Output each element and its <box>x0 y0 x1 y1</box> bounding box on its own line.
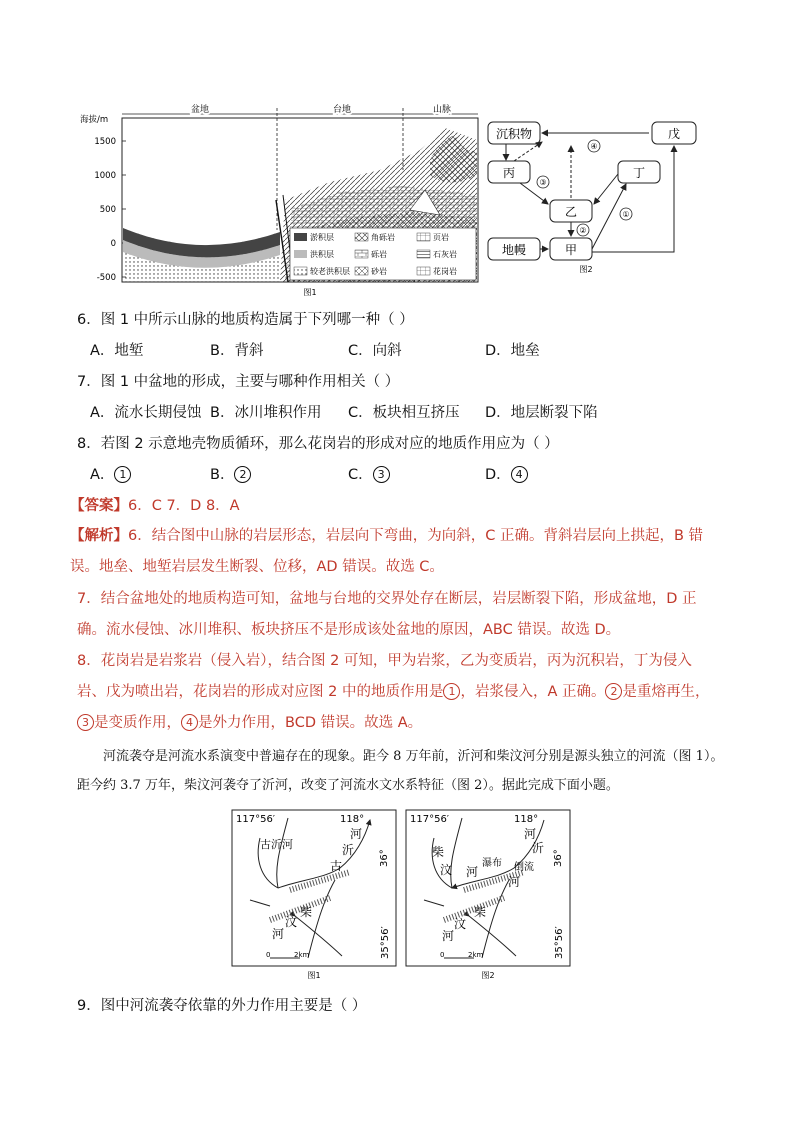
q8-option-c[interactable]: C． 3 <box>348 465 390 485</box>
svg-text:古: 古 <box>330 859 343 873</box>
legend-swatch-dots-light-icon <box>294 250 307 258</box>
svg-text:石灰岩: 石灰岩 <box>433 250 457 259</box>
svg-text:汶: 汶 <box>440 863 453 877</box>
map-1-caption: 图1 <box>307 971 321 980</box>
question-8-stem: 8．若图 2 示意地壳物质循环，那么花岗岩的形成对应的地质作用应为（ ） <box>77 436 559 452</box>
svg-text:0: 0 <box>266 951 271 959</box>
svg-text:瀑布: 瀑布 <box>482 858 502 869</box>
analysis-label: 【解析】 <box>70 528 128 544</box>
legend-swatch-solid-dark-icon <box>294 233 307 241</box>
svg-text:35°56′: 35°56′ <box>380 926 391 959</box>
figure-1-cross-section <box>80 100 480 300</box>
svg-text:丁: 丁 <box>632 166 646 180</box>
region-label-plateau: 台地 <box>332 105 352 115</box>
svg-text:2km: 2km <box>468 951 484 959</box>
q7-option-a[interactable]: A．流水长期侵蚀 <box>90 405 202 421</box>
q7-option-b[interactable]: B．冰川堆积作用 <box>210 405 322 421</box>
svg-text:36°: 36° <box>553 849 564 867</box>
answer-label: 【答案】 <box>70 498 128 514</box>
legend-swatch-diamond-hatch-icon <box>355 267 368 275</box>
reading-intro: 河流袭夺是河流水系演变中普遍存在的现象。距今 8 万年前，沂河和柴汶河分别是源头独立的河流（图 1）。距今约 3.7 万年，柴汶河袭夺了沂河，改变了河流水文水系特征（图 2）。据此完成下面小题。 <box>77 749 724 793</box>
svg-text:汶: 汶 <box>285 915 298 929</box>
svg-text:河: 河 <box>272 927 285 941</box>
answer-text: 6．C 7．D 8．A <box>128 498 240 514</box>
svg-text:甲: 甲 <box>564 243 578 257</box>
analysis-7: 7．结合盆地处的地质构造可知，盆地与台地的交界处存在断层，岩层断裂下陷，形成盆地，D 正确。流水侵蚀、冰川堆积、板块挤压不是形成该处盆地的原因，ABC 错误。故选 D。 <box>77 591 697 638</box>
svg-text:砾岩: 砾岩 <box>371 250 387 259</box>
legend-swatch-tiny-grid-icon <box>417 267 430 275</box>
svg-text:丙: 丙 <box>502 166 516 180</box>
y-tick: -500 <box>96 273 116 283</box>
arrow-label-4: ④ <box>590 142 598 151</box>
svg-text:沂: 沂 <box>342 843 355 857</box>
svg-text:柴: 柴 <box>300 905 313 919</box>
q7-option-d[interactable]: D．地层断裂下陷 <box>485 405 598 421</box>
question-6-stem: 6．图 1 中所示山脉的地质构造属于下列哪一种（ ） <box>77 312 414 328</box>
legend-swatch-dots-dense-icon <box>294 267 307 275</box>
legend-swatch-horizontal-lines-icon <box>417 250 430 258</box>
legend-swatch-cross-hatch-icon <box>355 233 368 241</box>
region-label-basin: 盆地 <box>190 105 210 115</box>
y-tick: 0 <box>110 239 116 249</box>
svg-text:倒流: 倒流 <box>514 862 534 873</box>
svg-text:沉积物: 沉积物 <box>495 127 533 141</box>
svg-text:河: 河 <box>350 827 363 841</box>
q7-option-c[interactable]: C．板块相互挤压 <box>348 405 460 421</box>
q6-option-b[interactable]: B．背斜 <box>210 343 264 359</box>
figure-2-caption: 图2 <box>579 265 593 274</box>
svg-text:角砾岩: 角砾岩 <box>371 233 395 242</box>
analysis-8: 8．花岗岩是岩浆岩（侵入岩），结合图 2 可知，甲为岩浆，乙为变质岩，丙为沉积岩，丁为侵入岩、戊为喷出岩，花岗岩的形成对应图 2 中的地质作用是 1 ，岩浆侵入，A 正确。 2 是重熔再生，3 是变质作用， 4 是外力作用，BCD 错误。故选 A。 <box>77 653 710 731</box>
y-tick: 500 <box>99 205 116 215</box>
arrow-label-1: ① <box>622 210 630 219</box>
svg-text:河: 河 <box>524 827 537 841</box>
arrow-label-2: ② <box>579 226 587 235</box>
legend-swatch-brick-icon <box>355 250 368 258</box>
map-2-caption: 图2 <box>481 971 495 980</box>
analysis-6: 【解析】6．结合图中山脉的岩层形态，岩层向下弯曲，为向斜，C 正确。背斜岩层向上拱起，B 错误。地垒、地堑岩层发生断裂、位移，AD 错误。故选 C。 <box>70 528 704 575</box>
svg-text:较老洪积层: 较老洪积层 <box>310 267 350 276</box>
svg-text:砂岩: 砂岩 <box>371 267 387 276</box>
y-axis-label: 海拔/m <box>80 115 109 125</box>
map-figure-1 <box>230 808 400 980</box>
q8-option-b[interactable]: B． 2 <box>210 465 251 485</box>
svg-text:117°56′: 117°56′ <box>236 814 276 825</box>
svg-text:淤积层: 淤积层 <box>310 233 334 242</box>
svg-text:35°56′: 35°56′ <box>554 926 565 959</box>
svg-text:118°: 118° <box>340 814 365 825</box>
svg-text:河: 河 <box>508 875 521 889</box>
q8-option-a[interactable]: A． 1 <box>90 465 131 485</box>
legend-swatch-grid-hatch-icon <box>417 233 430 241</box>
svg-text:柴: 柴 <box>474 905 487 919</box>
svg-text:古沂河: 古沂河 <box>260 838 293 851</box>
legend <box>294 232 457 276</box>
question-7-stem: 7．图 1 中盆地的形成，主要与哪种作用相关（ ） <box>77 374 400 390</box>
svg-text:2km: 2km <box>294 951 310 959</box>
q6-option-a[interactable]: A．地堑 <box>90 343 144 359</box>
svg-text:118°: 118° <box>514 814 539 825</box>
figure-1-caption: 图1 <box>303 288 317 297</box>
svg-text:花岗岩: 花岗岩 <box>433 267 457 276</box>
svg-text:戊: 戊 <box>667 127 681 141</box>
answer-line <box>70 496 240 516</box>
svg-text:地幔: 地幔 <box>501 243 527 257</box>
svg-text:柴: 柴 <box>432 845 445 859</box>
question-9-stem: 9．图中河流袭夺依靠的外力作用主要是（ ） <box>77 998 367 1014</box>
svg-text:页岩: 页岩 <box>433 233 449 242</box>
map-figure-2 <box>404 808 574 980</box>
region-label-mountain: 山脉 <box>432 105 452 115</box>
y-tick: 1000 <box>94 171 116 181</box>
svg-text:0: 0 <box>440 951 445 959</box>
svg-text:117°56′: 117°56′ <box>410 814 450 825</box>
figure-2-rock-cycle <box>484 112 714 282</box>
svg-text:河: 河 <box>466 865 479 879</box>
svg-text:洪积层: 洪积层 <box>310 250 334 259</box>
svg-text:36°: 36° <box>379 849 390 867</box>
svg-text:河: 河 <box>442 929 455 943</box>
q8-option-d[interactable]: D． 4 <box>485 465 528 485</box>
q6-option-d[interactable]: D．地垒 <box>485 343 540 359</box>
svg-text:沂: 沂 <box>532 841 545 855</box>
arrow-label-3: ③ <box>539 178 547 187</box>
svg-text:汶: 汶 <box>454 917 467 931</box>
svg-text:乙: 乙 <box>564 205 578 219</box>
y-tick: 1500 <box>94 137 116 147</box>
q6-option-c[interactable]: C．向斜 <box>348 343 402 359</box>
